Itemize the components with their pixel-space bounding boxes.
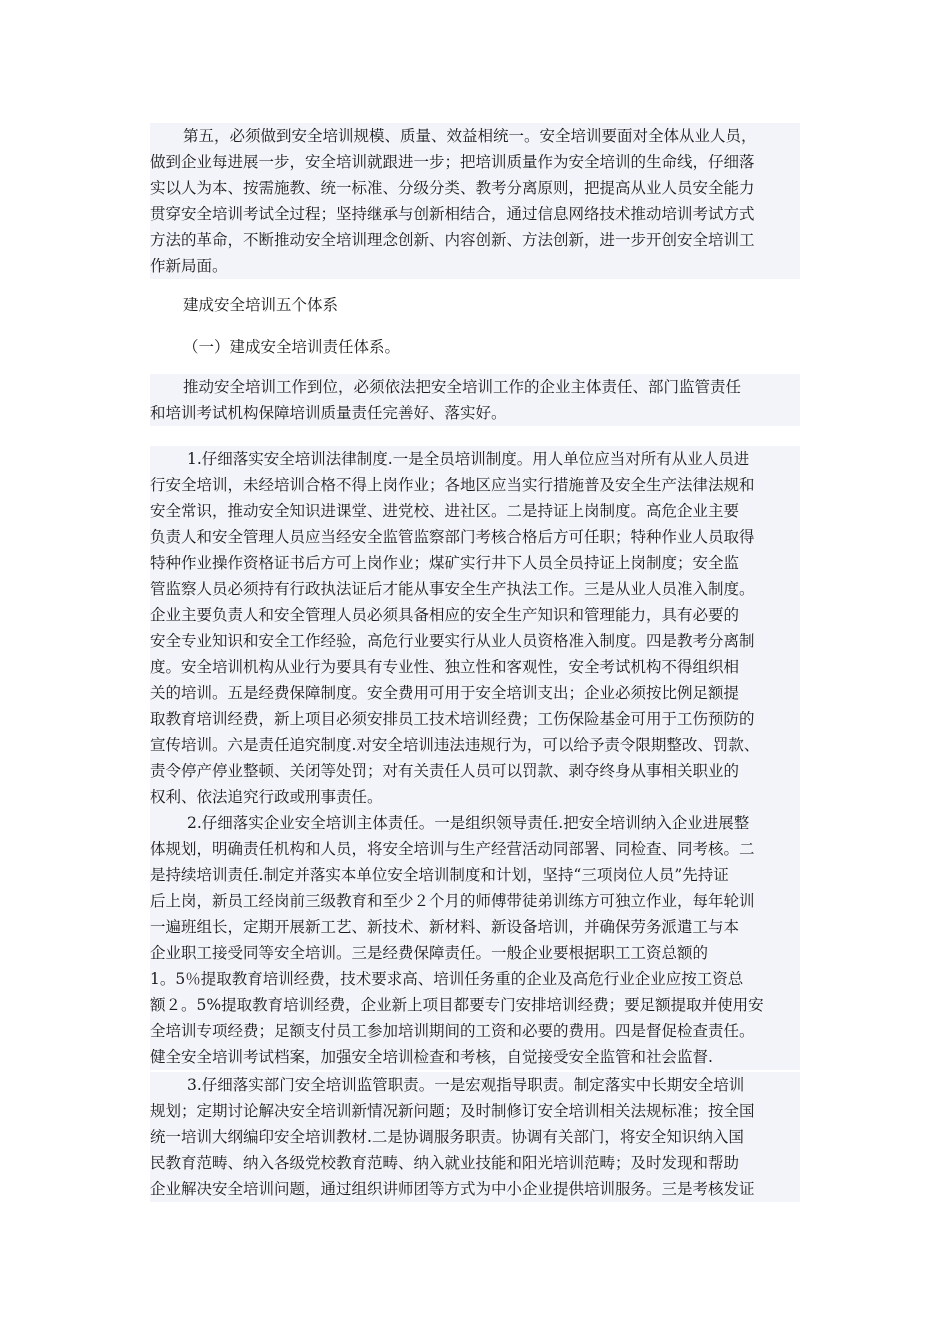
paragraph-intro [150, 374, 800, 426]
text-line: 企业主要负责人和安全管理人员必须具备相应的安全生产知识和管理能力，具有必要的 [150, 602, 800, 628]
text-line: 是持续培训责任.制定并落实本单位安全培训制度和计划，坚持“三项岗位人员”先持证 [150, 862, 800, 888]
paragraph-item-3 [150, 1072, 800, 1202]
text-line: 特种作业操作资格证书后方可上岗作业；煤矿实行井下人员全员持证上岗制度；安全监 [150, 550, 800, 576]
text-line: 负责人和安全管理人员应当经安全监管监察部门考核合格后方可任职；特种作业人员取得 [150, 524, 800, 550]
section-heading: 建成安全培训五个体系 [183, 296, 339, 314]
text-line: 第五，必须做到安全培训规模、质量、效益相统一。安全培训要面对全体从业人员， [150, 123, 800, 149]
text-line: 统一培训大纲编印安全培训教材.二是协调服务职责。协调有关部门，将安全知识纳入国 [150, 1124, 800, 1150]
text-line: 2.仔细落实企业安全培训主体责任。一是组织领导责任.把安全培训纳入企业进展整 [150, 810, 800, 836]
text-line: 实以人为本、按需施教、统一标准、分级分类、教考分离原则，把提高从业人员安全能力 [150, 175, 800, 201]
text-line: 权利、依法追究行政或刑事责任。 [150, 784, 800, 810]
text-line: 企业解决安全培训问题，通过组织讲师团等方式为中小企业提供培训服务。三是考核发证 [150, 1176, 800, 1202]
paragraph-item-2 [150, 810, 800, 1070]
text-line: 一遍班组长，定期开展新工艺、新技术、新材料、新设备培训，并确保劳务派遣工与本 [150, 914, 800, 940]
text-line: 方法的革命，不断推动安全培训理念创新、内容创新、方法创新，进一步开创安全培训工 [150, 227, 800, 253]
paragraph-item-1 [150, 446, 800, 810]
text-line: 安全专业知识和安全工作经验，高危行业要实行从业人员资格准入制度。四是教考分离制 [150, 628, 800, 654]
text-line: 贯穿安全培训考试全过程；坚持继承与创新相结合，通过信息网络技术推动培训考试方式 [150, 201, 800, 227]
text-line: 安全常识，推动安全知识进课堂、进党校、进社区。二是持证上岗制度。高危企业主要 [150, 498, 800, 524]
text-line: 责令停产停业整顿、关闭等处罚；对有关责任人员可以罚款、剥夺终身从事相关职业的 [150, 758, 800, 784]
text-line: 取教育培训经费，新上项目必须安排员工技术培训经费；工伤保险基金可用于工伤预防的 [150, 706, 800, 732]
text-line: 后上岗，新员工经岗前三级教育和至少２个月的师傅带徒弟训练方可独立作业，每年轮训 [150, 888, 800, 914]
text-line: 3.仔细落实部门安全培训监管职责。一是宏观指导职责。制定落实中长期安全培训 [150, 1072, 800, 1098]
text-line: 做到企业每进展一步，安全培训就跟进一步；把培训质量作为安全培训的生命线，仔细落 [150, 149, 800, 175]
text-line: 额２。5%提取教育培训经费，企业新上项目都要专门安排培训经费；要足额提取并使用安 [150, 992, 800, 1018]
text-line: 行安全培训，未经培训合格不得上岗作业；各地区应当实行措施普及安全生产法律法规和 [150, 472, 800, 498]
text-line: 关的培训。五是经费保障制度。安全费用可用于安全培训支出；企业必须按比例足额提 [150, 680, 800, 706]
text-line: 健全安全培训考试档案，加强安全培训检查和考核，自觉接受安全监管和社会监督. [150, 1044, 800, 1070]
text-line: 宣传培训。六是责任追究制度.对安全培训违法违规行为，可以给予责令限期整改、罚款、 [150, 732, 800, 758]
subsection-heading: （一）建成安全培训责任体系。 [183, 338, 401, 356]
text-line: 民教育范畴、纳入各级党校教育范畴、纳入就业技能和阳光培训范畴；及时发现和帮助 [150, 1150, 800, 1176]
text-line: 度。安全培训机构从业行为要具有专业性、独立性和客观性，安全考试机构不得组织相 [150, 654, 800, 680]
text-line: 1.仔细落实安全培训法律制度.一是全员培训制度。用人单位应当对所有从业人员进 [150, 446, 800, 472]
text-line: 管监察人员必须持有行政执法证后才能从事安全生产执法工作。三是从业人员准入制度。 [150, 576, 800, 602]
text-line: 1。5％提取教育培训经费，技术要求高、培训任务重的企业及高危行业企业应按工资总 [150, 966, 800, 992]
text-line: 和培训考试机构保障培训质量责任完善好、落实好。 [150, 400, 800, 426]
text-line: 体规划，明确责任机构和人员，将安全培训与生产经营活动同部署、同检查、同考核。二 [150, 836, 800, 862]
text-line: 全培训专项经费；足额支付员工参加培训期间的工资和必要的费用。四是督促检查责任。 [150, 1018, 800, 1044]
text-line: 作新局面。 [150, 253, 800, 279]
text-line: 企业职工接受同等安全培训。三是经费保障责任。一般企业要根据职工工资总额的 [150, 940, 800, 966]
text-line: 推动安全培训工作到位，必须依法把安全培训工作的企业主体责任、部门监管责任 [150, 374, 800, 400]
paragraph-fifth-principle [150, 123, 800, 279]
text-line: 规划；定期讨论解决安全培训新情况新问题；及时制修订安全培训相关法规标准；按全国 [150, 1098, 800, 1124]
